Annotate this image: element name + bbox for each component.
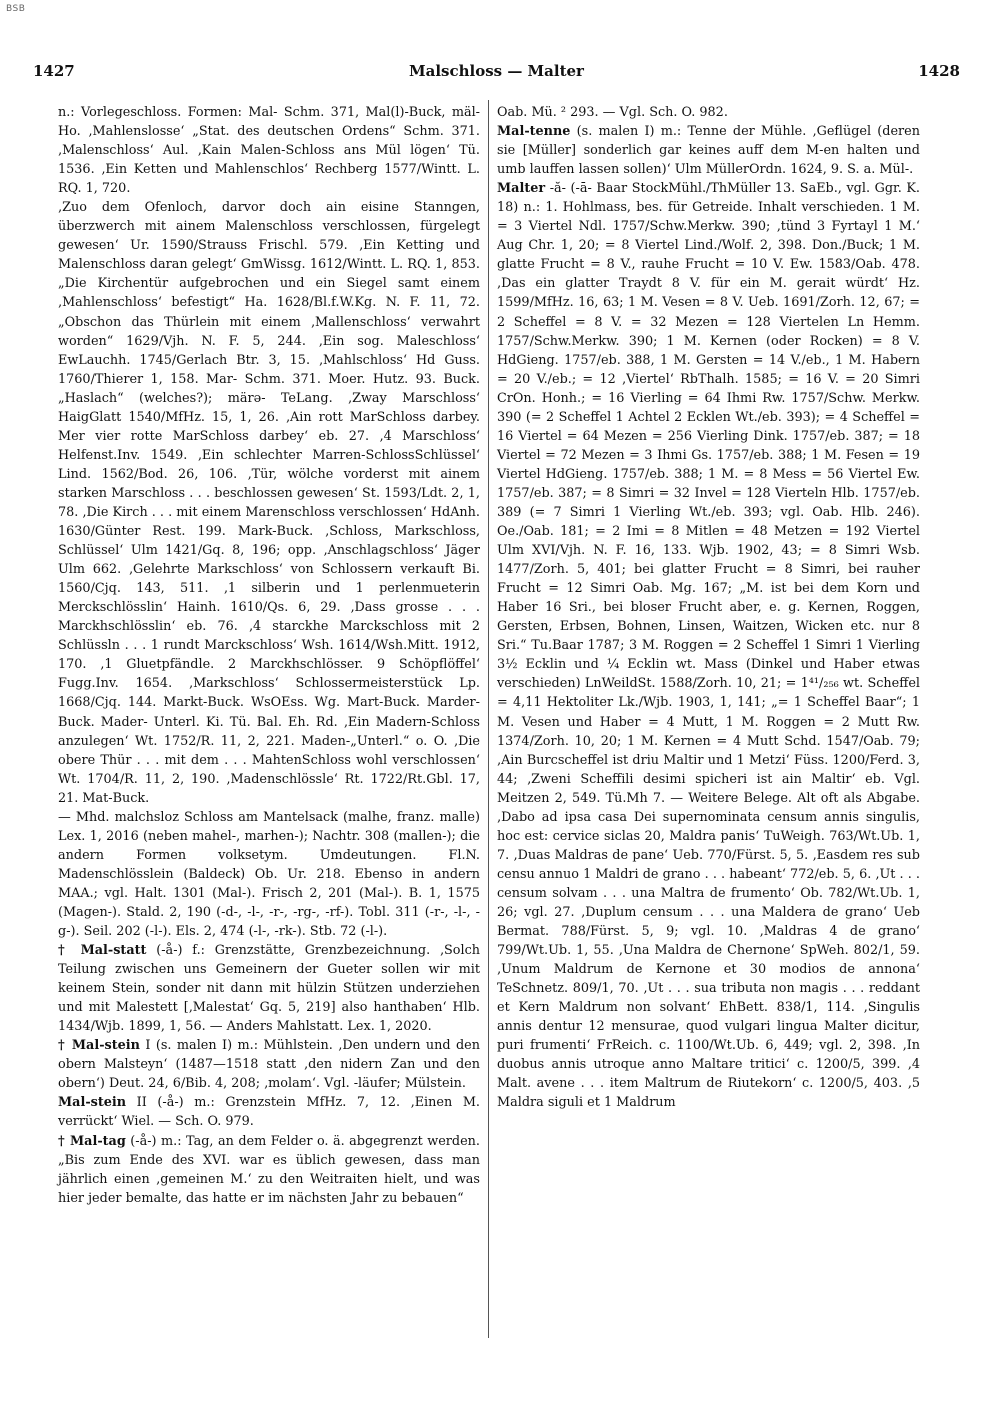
entry-malter <box>497 179 920 1112</box>
maltenne-definition: (s. malen I) m.: Tenne der Mühle. ‚Geflügel (deren sie [Müller] sonderlich gar keines auff dem M-en halten und umb lauffen lassen sollen)‘ Ulm MüllerOrdn. 1624, 9. S. a. Mül-. <box>497 124 920 178</box>
maltag-definition: (-å-) m.: Tag, an dem Felder o. ä. abgegrenzt werden. „Bis zum Ende des XVI. war es üblich gewesen, dass man jährlich einen ‚gemeinen M.‘ zu den Weitraiten hielt, und was hier jeder bemalte, das hatte er im nächsten Jahr zu bebauen“ <box>58 1133 480 1206</box>
page-number-left: 1427 <box>33 62 75 80</box>
entry-maltenne <box>497 122 920 179</box>
running-head <box>33 62 960 84</box>
malstein-2-definition: II (-å-) m.: Grenzstein MfHz. 7, 12. ‚Einen M. verrückt‘ Wiel. — Sch. O. 979. <box>58 1095 480 1130</box>
headword-malstatt: † Mal-statt <box>58 943 147 959</box>
headword-malter: Malter <box>497 181 546 197</box>
library-mark: BSB <box>6 4 26 14</box>
entry-malschloss-text: n.: Vorlegeschloss. Formen: Mal- Schm. 371, Mal(l)-Buck, mäl- Ho. ‚Mahlenslosse‘ „Stat. des deutschen Ordens“ Schm. 371. ‚Malenschloss‘ Aul. ‚Kain Malen-Schloss ans Mül lögen‘ Tü. 1536. ‚Ein Ketten und Mahlenschlos‘ Rechberg 1577/Wintt. L. RQ. 1, 720. <box>58 105 480 197</box>
malschloss-citations: ‚Zuo dem Ofenloch, darvor doch ain eisine Stanngen, überzwerch mit ainem Malenschloss verschlossen, fürgelegt gewesen‘ Ur. 1590/Strauss Frischl. 579. ‚Ein Ketting und Malenschloss daran gelegt‘ GmWissg. 1612/Wintt. L. RQ. 1, 853. „Die Kirchentür aufgebrochen und ein Siegel samt einem ‚Mahlenschloss‘ befestigt“ Ha. 1628/Bl.f.W.Kg. N. F. 11, 72. „Obschon das Thürlein mit einem ‚Mallenschloss‘ verwahrt worden“ 1629/Vjh. N. F. 5, 244. ‚Ein sog. Maleschloss‘ EwLauchh. 1745/Gerlach Btr. 3, 15. ‚Mahlschloss‘ Hd Guss. 1760/Thierer 1, 158. Mar- Schm. 371. Moer. Hutz. 93. Buck. „Haslach“ (welches?); märә- TeLang. ‚Zway Marschloss‘ HaigGlatt 1540/MfHz. 15, 1, 26. ‚Ain rott MarSchloss darbey. Mer vier rotte MarSchloss darbey‘ eb. 27. ‚4 Marschloss‘ Helfenst.Inv. 1549. ‚Ein schlechter Marren-SchlossSchlüssel‘ Lind. 1562/Bod. 26, 106. ‚Tür, wölche vorderst mit ainem starken Marschloss . . . beschlossen gewesen‘ St. 1593/Ldt. 2, 1, 78. ‚Die Kirch . . . mit einem Marenschloss verschlossen‘ HdAnh. 1630/Günter Rest. 199. Mark-Buck. ‚Schloss, Markschloss, Schlüssel‘ Ulm 1421/Gq. 8, 196; opp. ‚Anschlagschloss‘ Jäger Ulm 662. ‚Gelehrte Markschloss‘ von Schlossern verkauft Bi. 1560/Cjq. 143, 511. ‚1 silberin und 1 perlenmueterin Merckschlösslin‘ Hainh. 1610/Qs. 6, 29. ‚Dass grosse . . . Marckhschlösslin‘ eb. 76. ‚4 starckhe Marckschloss mit 2 Schlüssln . . . 1 rundt Marckschloss‘ Wsh. 1614/Wsh.Mitt. 1912, 170. ‚1 Gluetpfändle. 2 Marckhschlösser. 9 Schöpflöffel‘ Fugg.Inv. 1654. ‚Markschloss‘ Schlossermeisterstück Lp. 1668/Cjq. 144. Markt-Buck. WsOEss. Wg. Mart-Buck. Marder-Buck. Mader- Unterl. Ki. Tü. Bal. Eh. Rd. ‚Ein Madern-Schloss anzulegen‘ Wt. 1752/R. 11, 2, 221. Maden-„Unterl.“ o. O. ‚Die obere Thür . . . mit dem . . . MahtenSchloss wohl verschlossen‘ Wt. 1704/R. 11, 2, 190. ‚Madenschlössle‘ Rt. 1722/Rt.Gbl. 17, 21. Mat-Buck. <box>58 200 480 806</box>
entry-malstein-1 <box>58 1036 480 1093</box>
entry-malstein-2 <box>58 1093 480 1131</box>
malschloss-etymology: — Mhd. malchsloz Schloss am Mantelsack (malhe, franz. malle) Lex. 1, 2016 (neben mahel-, marhen-); Nachtr. 308 (mallen-); die andern Formen volksetym. Umdeutungen. Fl.N. Madenschlösslein (Baldeck) Ob. Ur. 218. Ebenso in andern MAA.; vgl. Halt. 1301 (Mal-). Frisch 2, 201 (Mal-). B. 1, 1575 (Magen-). Stald. 2, 190 (-d-, -l-, -r-, -rg-, -rf-). Tobl. 311 (-r-, -l-, -g-). Seil. 202 (-l-). Els. 2, 474 (-l-, -rk-). Stb. 72 (-l-). <box>58 809 480 940</box>
entry-maltag <box>58 1132 480 1208</box>
headword-maltag: † Mal-tag <box>58 1133 126 1149</box>
right-column <box>497 103 920 1112</box>
entry-malstatt <box>58 941 480 1036</box>
malter-definition: -ă- (-ā- Baar StockMühl./ThMüller 13. SaEb., vgl. Ggr. K. 18) n.: 1. Hohlmass, bes. für Getreide. Inhalt verschieden. 1 M. = 3 Viertel Ndl. 1757/Schw.Merkw. 390; ‚tünd 3 Fyrtayl 1 M.‘ Aug Chr. 1, 20; = 8 Viertel Lind./Wolf. 2, 398. Don./Buck; 1 M. glatte Frucht = 8 V., rauhe Frucht = 10 V. Ew. 1583/Oab. 478. ‚Das ein glatter Traydt 8 V. für ein M. gerait würdt‘ Hz. 1599/MfHz. 16, 63; 1 M. Vesen = 8 V. Ueb. 1691/Zorh. 12, 67; = 2 Scheffel = 8 V. = 32 Mezen = 128 Viertelen Ln Hemm. 1757/Schw.Merkw. 390; 1 M. Kernen (oder Rocken) = 8 V. HdGieng. 1757/eb. 388, 1 M. Gersten = 14 V./eb., 1 M. Habern = 20 V./eb.; = 12 ‚Viertel‘ RbThalh. 1585; = 16 V. = 20 Simri CrOn. Honh.; = 16 Vierling = 64 Ihmi Rw. 1757/Schw. Merkw. 390 (= 2 Scheffel 1 Achtel 2 Ecklen Wt./eb. 393); = 4 Scheffel = 16 Viertel = 64 Mezen = 256 Vierling Dink. 1757/eb. 387; = 18 Viertel = 72 Mezen = 3 Ihmi Gs. 1757/eb. 388; 1 M. Fesen = 19 Viertel HdGieng. 1757/eb. 388; 1 M. = 8 Mess = 56 Viertel Ew. 1757/eb. 387; = 8 Simri = 32 Invel = 128 Vierteln Hlb. 1757/eb. 389 (= 7 Simri 1 Vierling Wt./eb. 393; vgl. Oab. Hlb. 246). Oe./Oab. 181; = 2 Imi = 8 Mitlen = 48 Metzen = 192 Viertel Ulm XVI/Vjh. N. F. 16, 133. Wjb. 1902, 43; = 8 Simri Wsb. 1477/Zorh. 5, 401; bei glatter Frucht = 8 Simri, bei rauher Frucht = 12 Simri Oab. Mg. 167; „M. ist bei dem Korn und Haber 16 Sri., bei bloser Frucht aber, e. g. Kernen, Roggen, Gersten, Erbsen, Bohnen, Linsen, Waitzen, Wicken etc. nur 8 Sri.“ Tu.Baar 1787; 3 M. Roggen = 2 Scheffel 1 Simri 1 Vierling 3½ Ecklin und ¼ Ecklin wt. Mass (Dinkel und Haber etwas verschieden) LnWeildSt. 1588/Zorh. 10, 21; = 1⁴¹/₂₅₆ wt. Scheffel = 4,11 Hektoliter Lk./Wjb. 1903, 1, 141; „= 1 Scheffel Baar“; 1 M. Vesen und Haber = 4 Mutt, 1 M. Roggen = 2 Mutt Rw. 1374/Zorh. 10, 20; 1 M. Kernen = 4 Mutt Schd. 1547/Oab. 79; ‚Ain Burcscheffel ist driu Maltir und 1 Metzi‘ Füss. 1200/Ferd. 3, 44; ‚Zweni Scheffili desimi spicheri ist ain Maltir‘ eb. Vgl. Meitzen 2, 549. Tü.Mh 7. — Weitere Belege. Alt oft als Abgabe. ‚Dabo ad ipsa casa Dei supernominata censum annis singulis, hoc est: cervice siclas 20, Maldra panis‘ TuWeigh. 763/Wt.Ub. 1, 7. ‚Duas Maldras de pane‘ Ueb. 770/Fürst. 5, 5. ‚Easdem res sub censu annuo 1 Maldri de grano . . . habeant‘ 772/eb. 5, 6. ‚Ut . . . censum solvam . . . una Maltra de frumento‘ Ob. 782/Wt.Ub. 1, 26; vgl. 27. ‚Duplum censum . . . una Maldera de grano‘ Ueb Bermat. 788/Fürst. 5, 9; vgl. 10. ‚Maldras 4 de grano‘ 799/Wt.Ub. 1, 55. ‚Una Maldra de Chernone‘ SpWeh. 802/1, 59. ‚Unum Maldrum de Kernone et 30 modios de annona‘ TeSchnetz. 809/1, 70. ‚Ut . . . sua tributa non magis . . . reddant et Kern Maldrum non solvant‘ EhBett. 838/1, 114. ‚Singulis annis dentur 12 mensurae, quod vulgari lingua Malter dicitur, puri frumenti‘ FrReich. c. 1100/Wt.Ub. 6, 449; vgl. 2, 398. ‚In duobus annis utroque anno Maltare tritici‘ c. 1200/5, 399. ‚4 Malt. avene . . . item Maltrum de Riutekorn‘ c. 1200/5, 403. ‚5 Maldra siguli et 1 Maldrum <box>497 181 920 1111</box>
headword-malstein-1: † Mal-stein <box>58 1038 140 1054</box>
headword-malstein-2: Mal-stein <box>58 1095 127 1111</box>
column-divider <box>488 100 489 1338</box>
maltag-continuation: Oab. Mü. ² 293. — Vgl. Sch. O. 982. <box>497 105 728 120</box>
headword-maltenne: Mal-tenne <box>497 124 571 140</box>
page-title: Malschloss — Malter <box>409 62 584 80</box>
left-column <box>58 103 480 1208</box>
malstein-1-definition: I (s. malen I) m.: Mühlstein. ‚Den undern und den obern Malsteyn‘ (1487—1518 statt ‚den nidern Zan und den obern‘) Deut. 24, 6/Bib. 4, 208; ‚molam‘. Vgl. -läufer; Mülstein. <box>58 1038 480 1092</box>
malstatt-definition: (-å-) f.: Grenzstätte, Grenzbezeichnung. ‚Solch Teilung zwischen uns Gemeinern der Gueter sollen wir mit keinem Stein, sonder nit dann mit hülzin Stützen underziehen und mit Malestett [‚Malestat‘ Gq. 5, 219] also hanthaben‘ Hlb. 1434/Wjb. 1899, 1, 56. — Anders Mahlstatt. Lex. 1, 2020. <box>58 943 480 1035</box>
page-number-right: 1428 <box>918 62 960 80</box>
